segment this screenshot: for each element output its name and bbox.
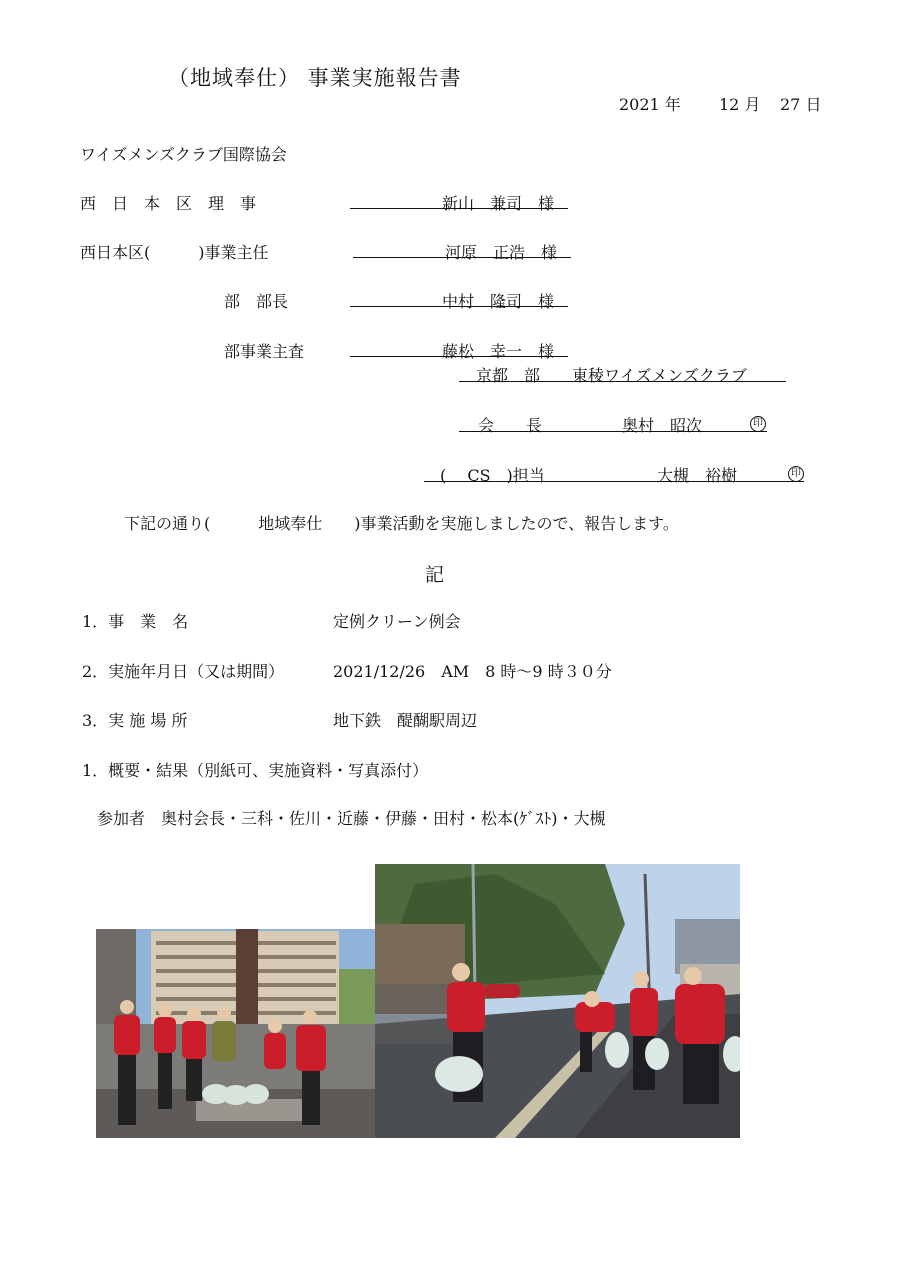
president-seal bbox=[750, 413, 766, 432]
intro-text: 下記の通り( 地域奉仕 )事業活動を実施しましたので、報告します。 bbox=[124, 514, 679, 533]
ki-heading: 記 bbox=[425, 564, 445, 586]
official-role-3: 部 部長 bbox=[224, 292, 289, 311]
date-month: 12 月 bbox=[719, 95, 761, 114]
date-year: 2021 年 bbox=[619, 95, 681, 114]
item-label-2: 2．実施年月日（又は期間） bbox=[82, 662, 285, 681]
official-name-4: 藤松 幸一 様 bbox=[442, 342, 555, 361]
item-value-2: 2021/12/26 AM 8 時〜9 時３０分 bbox=[333, 662, 612, 681]
contact-name: 大槻 裕樹 bbox=[657, 466, 738, 485]
official-name-1: 新山 兼司 様 bbox=[442, 194, 555, 213]
official-role-1: 西 日 本 区 理 事 bbox=[80, 194, 257, 213]
contact-role: ( CS )担当 bbox=[440, 466, 545, 485]
seal-icon: 印 bbox=[750, 416, 766, 432]
official-name-3: 中村 隆司 様 bbox=[442, 292, 555, 311]
recipient-org: ワイズメンズクラブ国際協会 bbox=[80, 145, 287, 164]
official-name-2: 河原 正浩 様 bbox=[445, 243, 558, 262]
item-label-4: 1．概要・結果（別紙可、実施資料・写真添付） bbox=[82, 761, 429, 780]
document-title: （地域奉仕） 事業実施報告書 bbox=[168, 66, 462, 90]
sender-club: 京都 部 東稜ワイズメンズクラブ bbox=[476, 366, 747, 385]
item-label-3: 3．実 施 場 所 bbox=[82, 711, 188, 730]
president-name: 奥村 昭次 bbox=[622, 416, 703, 435]
official-role-4: 部事業主査 bbox=[224, 342, 305, 361]
item-value-1: 定例クリーン例会 bbox=[333, 612, 461, 631]
street-cleanup-photo bbox=[375, 864, 740, 1138]
date-day: 27 日 bbox=[780, 95, 822, 114]
item-value-3: 地下鉄 醍醐駅周辺 bbox=[333, 711, 478, 730]
president-role: 会 長 bbox=[478, 416, 543, 435]
participants: 参加者 奥村会長・三科・佐川・近藤・伊藤・田村・松本(ｹﾞｽﾄ)・大槻 bbox=[97, 809, 606, 828]
official-role-2: 西日本区( )事業主任 bbox=[80, 243, 269, 262]
seal-icon: 印 bbox=[788, 466, 804, 482]
item-label-1: 1．事 業 名 bbox=[82, 612, 189, 631]
contact-seal bbox=[788, 463, 804, 482]
group-photo bbox=[96, 929, 375, 1138]
